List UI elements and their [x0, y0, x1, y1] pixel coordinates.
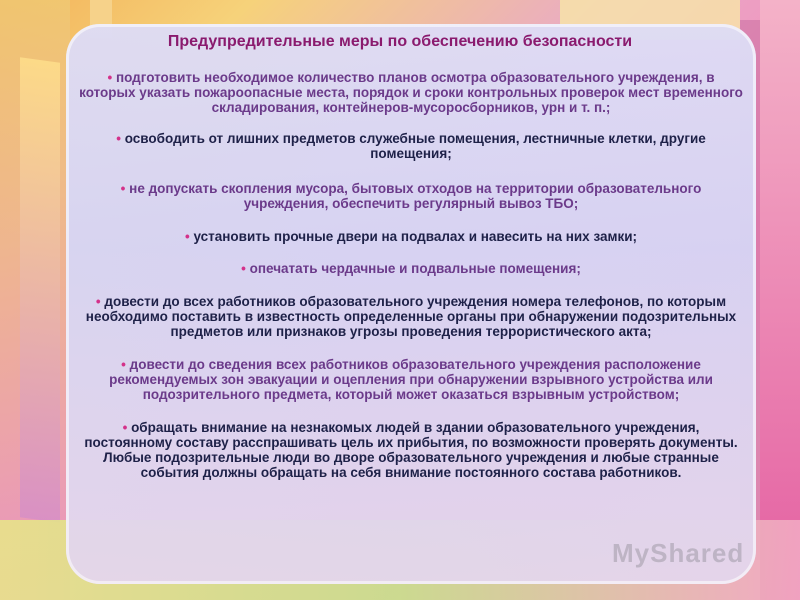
list-item-text: обращать внимание на незнакомых людей в здании образовательного учреждения, постоянному составу расспрашивать цель их прибытия, по возможности проверять документы. Любые подозрительные люди во дворе образовательного учреждения и любые странные события должны обращать на себя внимание постоянного состава работников.	[84, 420, 738, 480]
list-item	[78, 131, 744, 161]
bullet-icon: •	[107, 70, 113, 85]
bullet-icon: •	[184, 229, 190, 244]
decor-stripe-left-inner	[20, 57, 60, 523]
list-item-text: довести до сведения всех работников образовательного учреждения расположение рекомендуемых зон эвакуации и оцепления при обнаружении взрывного устройства или подозрительного предмета, который может оказаться взрывным устройством;	[109, 357, 713, 402]
list-item-text: подготовить необходимое количество планов осмотра образовательного учреждения, в которых указать пожароопасные места, порядок и сроки контрольных проверок мест временного складирования, контейнеров-мусоросборников, урн и т. п.;	[79, 70, 743, 115]
decor-stripe-right	[760, 0, 800, 600]
bullet-icon: •	[241, 261, 246, 276]
list-item	[78, 294, 744, 339]
list-item-text: установить прочные двери на подвалах и навесить на них замки;	[193, 229, 638, 244]
measures-list	[78, 70, 744, 480]
bullet-icon: •	[120, 181, 126, 196]
list-item-text: опечатать чердачные и подвальные помещения;	[249, 261, 581, 276]
list-item	[78, 420, 744, 480]
list-item	[78, 181, 744, 211]
list-item	[78, 70, 744, 115]
slide-title: Предупредительные меры по обеспечению безопасности	[167, 33, 633, 50]
bullet-icon: •	[121, 357, 126, 372]
watermark-logo: MyShared	[612, 538, 745, 568]
bullet-icon: •	[95, 294, 101, 309]
list-item	[78, 229, 744, 244]
bullet-icon: •	[116, 131, 121, 146]
bullet-icon: •	[122, 420, 128, 435]
list-item-text: довести до всех работников образовательного учреждения номера телефонов, по которым необходимо поставить в известность определенные органы при обнаружении подозрительных предметов или признаков угрозы проведения террористического акта;	[85, 294, 737, 339]
list-item-text: освободить от лишних предметов служебные помещения, лестничные клетки, другие помещения;	[124, 131, 706, 161]
list-item	[78, 357, 744, 402]
list-item	[78, 261, 744, 276]
list-item-text: не допускать скопления мусора, бытовых отходов на территории образовательного учреждения, обеспечить регулярный вывоз ТБО;	[129, 181, 702, 211]
